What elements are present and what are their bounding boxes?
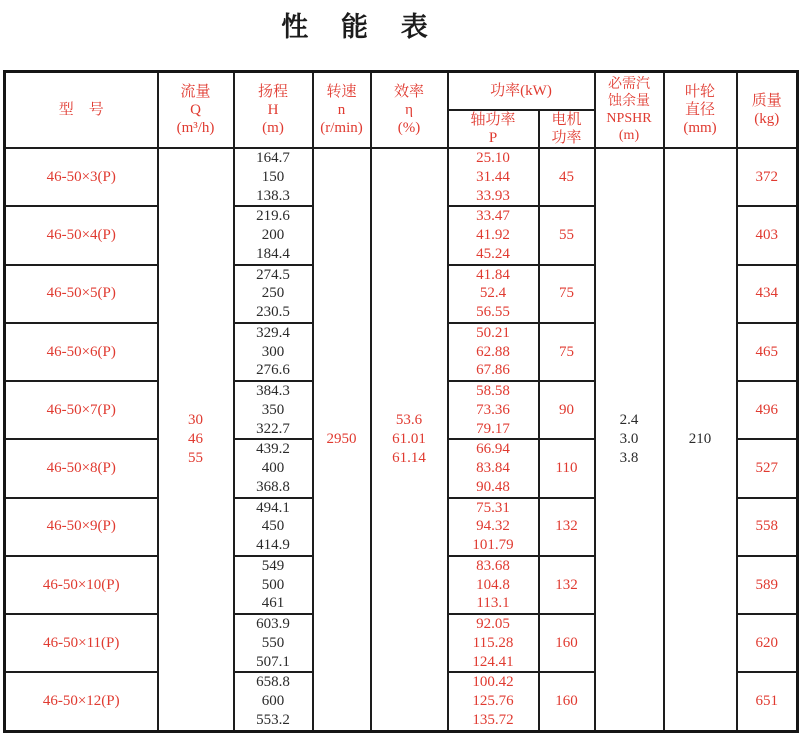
head-cell: 603.9 550 507.1	[234, 614, 313, 672]
efficiency-merged-cell: 53.6 61.01 61.14	[371, 148, 448, 731]
col-header-model: 型 号	[5, 72, 158, 149]
head-cell: 219.6 200 184.4	[234, 206, 313, 264]
col-header-speed: 转速 n (r/min)	[313, 72, 371, 149]
motor-power-cell: 132	[539, 498, 595, 556]
motor-power-cell: 75	[539, 265, 595, 323]
head-cell: 329.4 300 276.6	[234, 323, 313, 381]
col-header-npshr: 必需汽 蚀余量 NPSHR (m)	[595, 72, 664, 149]
shaft-power-cell: 75.31 94.32 101.79	[448, 498, 539, 556]
model-cell: 46-50×3(P)	[5, 148, 158, 206]
table-header	[5, 72, 798, 149]
head-cell: 494.1 450 414.9	[234, 498, 313, 556]
model-cell: 46-50×7(P)	[5, 381, 158, 439]
mass-cell: 620	[737, 614, 798, 672]
performance-table	[3, 70, 799, 733]
col-header-efficiency: 效率 η (%)	[371, 72, 448, 149]
shaft-power-cell: 33.47 41.92 45.24	[448, 206, 539, 264]
shaft-power-cell: 25.10 31.44 33.93	[448, 148, 539, 206]
motor-power-cell: 45	[539, 148, 595, 206]
model-cell: 46-50×10(P)	[5, 556, 158, 614]
page-title: 性 能 表	[281, 12, 441, 42]
motor-power-cell: 75	[539, 323, 595, 381]
model-cell: 46-50×4(P)	[5, 206, 158, 264]
mass-cell: 651	[737, 672, 798, 731]
motor-power-cell: 132	[539, 556, 595, 614]
model-cell: 46-50×9(P)	[5, 498, 158, 556]
speed-merged-cell: 2950	[313, 148, 371, 731]
table-body	[5, 148, 798, 731]
col-header-shaft-power: 轴功率 P	[448, 110, 539, 149]
head-cell: 658.8 600 553.2	[234, 672, 313, 731]
shaft-power-cell: 92.05 115.28 124.41	[448, 614, 539, 672]
mass-cell: 558	[737, 498, 798, 556]
model-cell: 46-50×8(P)	[5, 439, 158, 497]
mass-cell: 403	[737, 206, 798, 264]
motor-power-cell: 160	[539, 672, 595, 731]
col-header-mass: 质量 (kg)	[737, 72, 798, 149]
col-header-impeller: 叶轮 直径 (mm)	[664, 72, 737, 149]
motor-power-cell: 55	[539, 206, 595, 264]
shaft-power-cell: 41.84 52.4 56.55	[448, 265, 539, 323]
head-cell: 439.2 400 368.8	[234, 439, 313, 497]
model-cell: 46-50×12(P)	[5, 672, 158, 731]
mass-cell: 527	[737, 439, 798, 497]
head-cell: 164.7 150 138.3	[234, 148, 313, 206]
head-cell: 549 500 461	[234, 556, 313, 614]
table-row	[5, 148, 798, 206]
col-header-power-group: 功率(kW)	[448, 72, 595, 110]
model-cell: 46-50×6(P)	[5, 323, 158, 381]
mass-cell: 465	[737, 323, 798, 381]
motor-power-cell: 90	[539, 381, 595, 439]
col-header-motor-power: 电机 功率	[539, 110, 595, 149]
head-cell: 274.5 250 230.5	[234, 265, 313, 323]
mass-cell: 372	[737, 148, 798, 206]
shaft-power-cell: 58.58 73.36 79.17	[448, 381, 539, 439]
npshr-merged-cell: 2.4 3.0 3.8	[595, 148, 664, 731]
mass-cell: 589	[737, 556, 798, 614]
model-cell: 46-50×5(P)	[5, 265, 158, 323]
flow-merged-cell: 30 46 55	[158, 148, 234, 731]
shaft-power-cell: 50.21 62.88 67.86	[448, 323, 539, 381]
shaft-power-cell: 83.68 104.8 113.1	[448, 556, 539, 614]
mass-cell: 434	[737, 265, 798, 323]
shaft-power-cell: 100.42 125.76 135.72	[448, 672, 539, 731]
head-cell: 384.3 350 322.7	[234, 381, 313, 439]
col-header-flow: 流量 Q (m³/h)	[158, 72, 234, 149]
motor-power-cell: 160	[539, 614, 595, 672]
shaft-power-cell: 66.94 83.84 90.48	[448, 439, 539, 497]
impeller-merged-cell: 210	[664, 148, 737, 731]
mass-cell: 496	[737, 381, 798, 439]
model-cell: 46-50×11(P)	[5, 614, 158, 672]
col-header-head: 扬程 H (m)	[234, 72, 313, 149]
motor-power-cell: 110	[539, 439, 595, 497]
